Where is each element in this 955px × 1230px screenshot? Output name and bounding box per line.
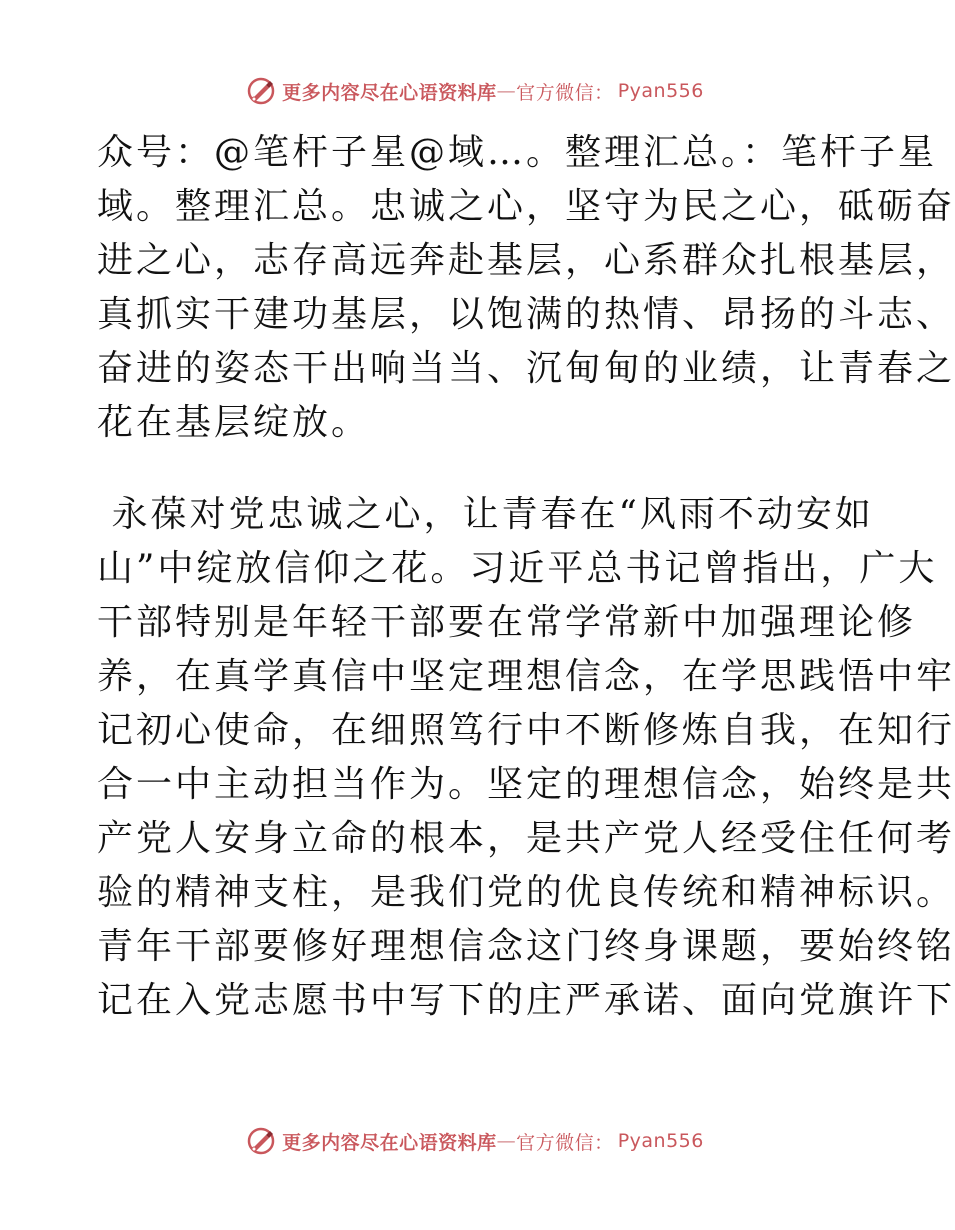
text-line: 养，在真学真信中坚定理想信念，在学思践悟中牢 [97, 656, 955, 697]
text-line: 记在入党志愿书中写下的庄严承诺、面向党旗许下 [97, 980, 955, 1021]
text-line: 青年干部要修好理想信念这门终身课题，要始终铭 [97, 926, 955, 967]
header-wechat-id: Pyan556 [617, 80, 704, 102]
paragraph-2 [97, 488, 955, 1028]
text-line: 合一中主动担当作为。坚定的理想信念，始终是共 [97, 764, 955, 805]
text-line: 花在基层绽放。 [97, 402, 371, 443]
footer-wechat-id: Pyan556 [617, 1130, 704, 1152]
header-banner [0, 74, 950, 108]
text-line: 产党人安身立命的根本，是共产党人经受住任何考 [97, 818, 955, 859]
footer-separator: — [496, 1130, 517, 1152]
pen-logo-icon [246, 1126, 276, 1156]
text-line: 验的精神支柱，是我们党的优良传统和精神标识。 [97, 872, 955, 913]
header-wechat-label: 官方微信： [516, 81, 614, 104]
footer-wechat-label: 官方微信： [516, 1131, 614, 1154]
text-line: 奋进的姿态干出响当当、沉甸甸的业绩，让青春之 [97, 348, 955, 389]
text-line: 记初心使命，在细照笃行中不断修炼自我，在知行 [97, 710, 955, 751]
header-separator: — [496, 80, 517, 102]
paragraph-spacer [97, 450, 857, 488]
text-line: 永葆对党忠诚之心，让青春在“风雨不动安如 [97, 494, 874, 535]
pen-logo-icon [246, 76, 276, 106]
paragraph-1 [97, 126, 955, 450]
text-line: 众号：@笔杆子星@域…。整理汇总。：笔杆子星 [97, 132, 938, 173]
footer-site-name: 更多内容尽在心语资料库 [282, 1131, 497, 1154]
text-line: 进之心，志存高远奔赴基层，心系群众扎根基层， [97, 240, 955, 281]
text-line: 真抓实干建功基层，以饱满的热情、昂扬的斗志、 [97, 294, 955, 335]
text-line: 干部特别是年轻干部要在常学常新中加强理论修 [97, 602, 917, 643]
footer-banner [0, 1124, 950, 1158]
document-body [97, 126, 955, 1028]
text-line: 域。整理汇总。忠诚之心，坚守为民之心，砥砺奋 [97, 186, 955, 227]
header-site-name: 更多内容尽在心语资料库 [282, 81, 497, 104]
text-line: 山”中绽放信仰之花。习近平总书记曾指出，广大 [97, 548, 938, 589]
